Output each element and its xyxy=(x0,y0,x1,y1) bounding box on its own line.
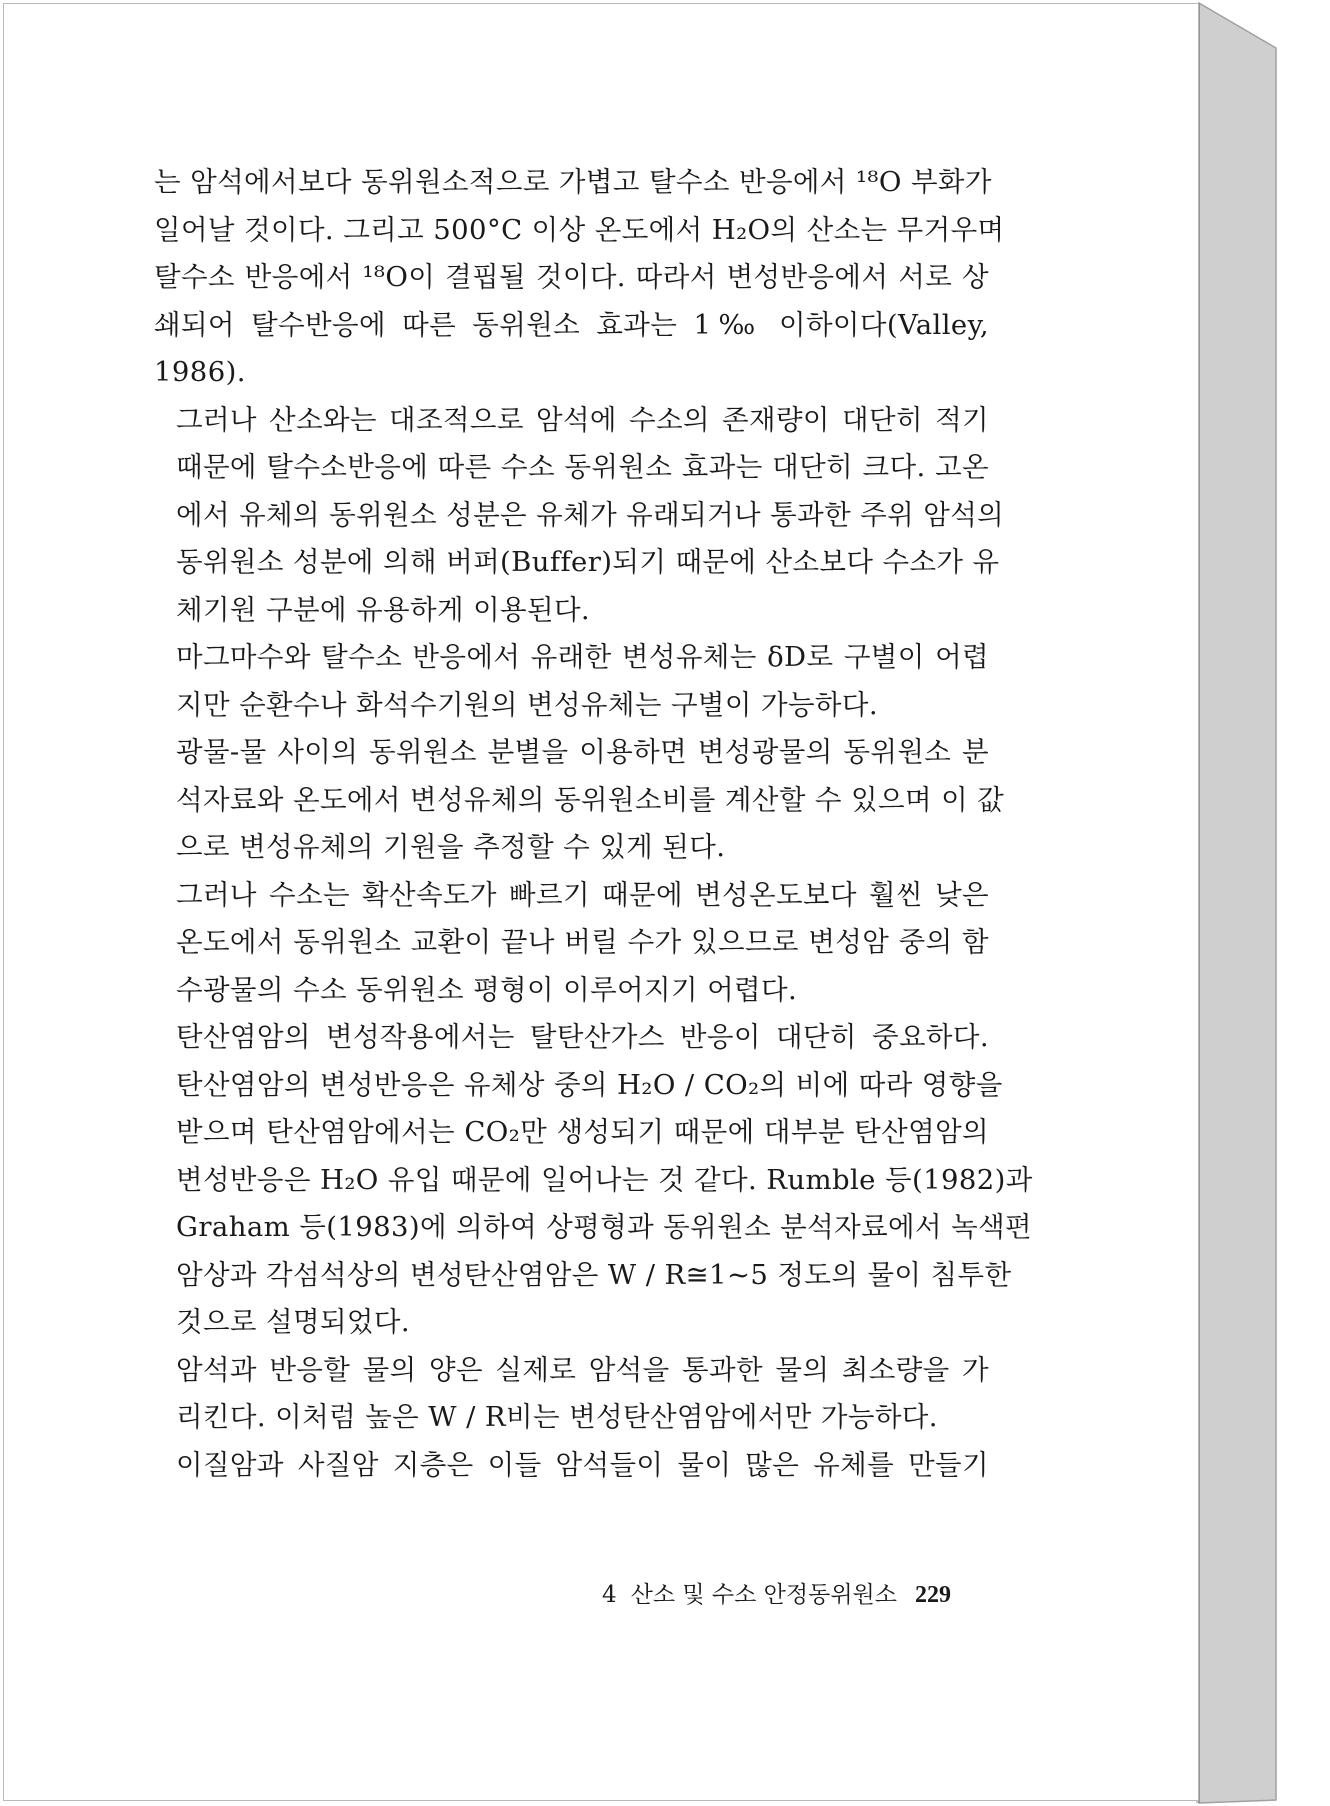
paragraph xyxy=(154,159,1005,397)
chapter-number: 4 xyxy=(602,1582,617,1608)
text-line: 받으며 탄산염암에서는 CO₂만 생성되기 때문에 대부분 탄산염암의 xyxy=(176,1116,989,1148)
text-line: 일어날 것이다. 그리고 500°C 이상 온도에서 H₂O의 산소는 무거우며 xyxy=(154,213,1005,246)
page-number: 229 xyxy=(915,1582,951,1608)
text-line: 그러나 산소와는 대조적으로 암석에 수소의 존재량이 대단히 적기 xyxy=(176,403,989,436)
text-line: 동위원소 성분에 의해 버퍼(Buffer)되기 때문에 산소보다 수소가 유 xyxy=(176,546,1000,578)
text-line: 쇄되어 탈수반응에 따른 동위원소 효과는 1‰ 이하이다(Valley, xyxy=(154,308,989,341)
text-line: 지만 순환수나 화석수기원의 변성유체는 구별이 가능하다. xyxy=(176,688,879,721)
text-line: 리킨다. 이처럼 높은 W / R비는 변성탄산염암에서만 가능하다. xyxy=(176,1401,938,1433)
text-line: 이질암과 사질암 지층은 이들 암석들이 물이 많은 유체를 만들기 xyxy=(176,1448,989,1481)
body-text xyxy=(154,159,1033,1489)
paragraph xyxy=(154,872,989,1015)
paragraph xyxy=(154,397,1005,635)
text-line: 는 암석에서보다 동위원소적으로 가볍고 탈수소 반응에서 ¹⁸O 부화가 xyxy=(154,166,992,198)
text-line: 것으로 설명되었다. xyxy=(176,1306,411,1338)
text-line: 탈수소 반응에서 ¹⁸O이 결핍될 것이다. 따라서 변성반응에서 서로 상 xyxy=(154,261,989,293)
text-line: 에서 유체의 동위원소 성분은 유체가 유래되거나 통과한 주위 암석의 xyxy=(176,498,1005,531)
text-line: 변성반응은 H₂O 유입 때문에 일어나는 것 같다. Rumble 등(1982)과 xyxy=(176,1163,1033,1196)
paragraph xyxy=(154,729,1005,872)
text-line: 온도에서 동위원소 교환이 끝나 버릴 수가 있으므로 변성암 중의 함 xyxy=(176,926,989,958)
text-line: 마그마수와 탈수소 반응에서 유래한 변성유체는 δD로 구별이 어렵 xyxy=(176,641,989,673)
text-line: 수광물의 수소 동위원소 평형이 이루어지기 어렵다. xyxy=(176,973,798,1006)
paragraph xyxy=(154,1014,1033,1347)
text-line: 암상과 각섬석상의 변성탄산염암은 W / R≅1~5 정도의 물이 침투한 xyxy=(176,1258,1012,1291)
text-line: 때문에 탈수소반응에 따른 수소 동위원소 효과는 대단히 크다. 고온 xyxy=(176,451,989,483)
text-line: 암석과 반응할 물의 양은 실제로 암석을 통과한 물의 최소량을 가 xyxy=(176,1353,989,1386)
paragraph xyxy=(154,1442,989,1490)
text-line: 탄산염암의 변성작용에서는 탈탄산가스 반응이 대단히 중요하다. xyxy=(176,1021,989,1053)
text-line: 석자료와 온도에서 변성유체의 동위원소비를 계산할 수 있으며 이 값 xyxy=(176,783,1005,816)
paragraph xyxy=(154,1347,989,1442)
text-line: 으로 변성유체의 기원을 추정할 수 있게 된다. xyxy=(176,831,726,863)
page xyxy=(3,3,1199,1801)
paragraph xyxy=(154,634,989,729)
chapter-title: 산소 및 수소 안정동위원소 xyxy=(630,1582,897,1608)
text-line: 1986). xyxy=(154,356,246,388)
text-line: 탄산염암의 변성반응은 유체상 중의 H₂O / CO₂의 비에 따라 영향을 xyxy=(176,1068,1003,1101)
running-footer xyxy=(4,1576,951,1609)
text-line: 광물-물 사이의 동위원소 분별을 이용하면 변성광물의 동위원소 분 xyxy=(176,736,989,768)
text-line: 체기원 구분에 유용하게 이용된다. xyxy=(176,593,591,626)
text-line: Graham 등(1983)에 의하여 상평형과 동위원소 분석자료에서 녹색편 xyxy=(176,1211,1033,1243)
text-line: 그러나 수소는 확산속도가 빠르기 때문에 변성온도보다 훨씬 낮은 xyxy=(176,878,989,911)
